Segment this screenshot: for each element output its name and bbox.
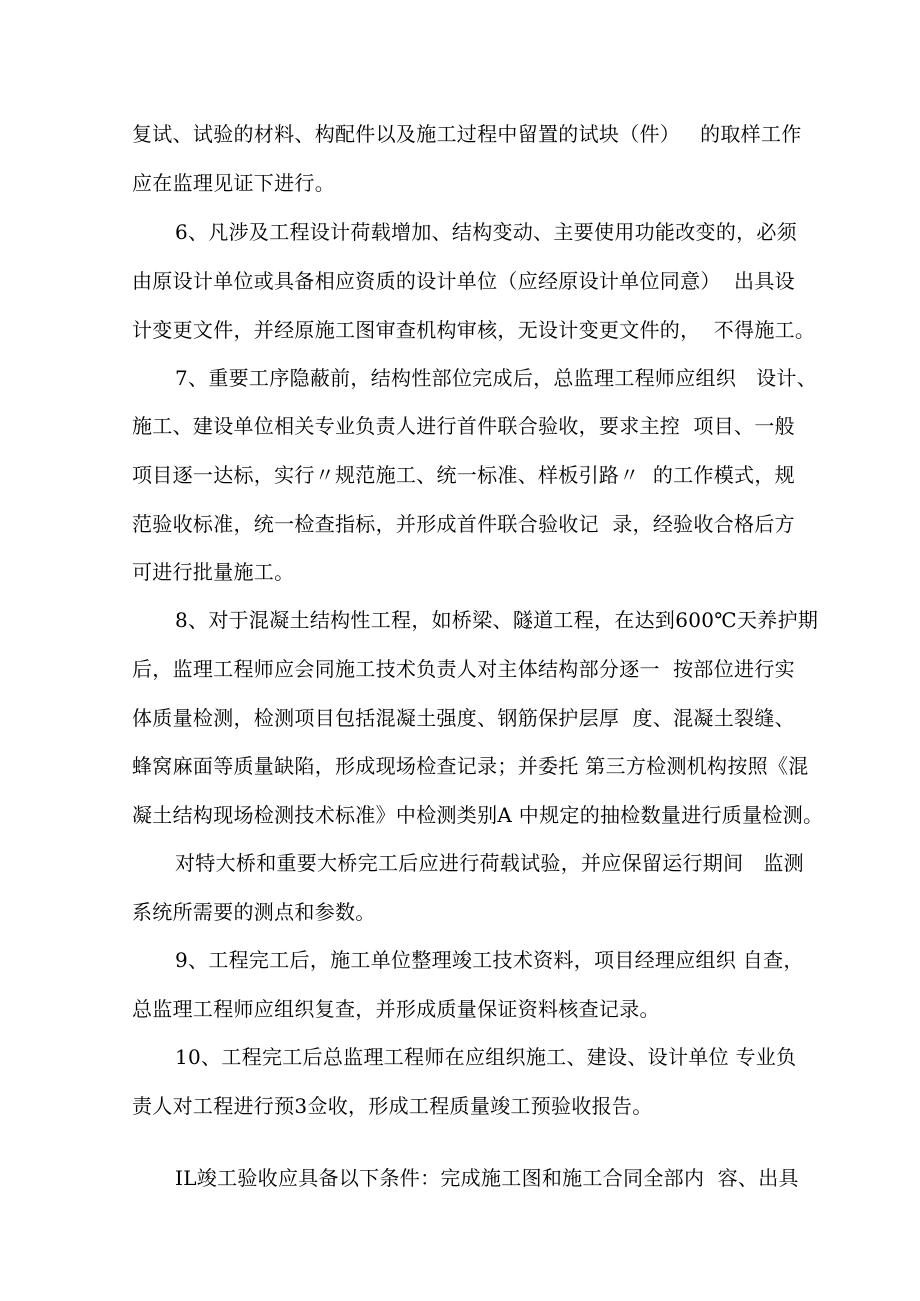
text-line-4: 由原设计单位或具备相应资质的设计单位（应经原设计单位同意） 出具设: [132, 269, 795, 293]
text-line-15: 凝土结构现场检测技术标准》中检测类别A 中规定的抽检数量进行质量检测。: [132, 803, 824, 827]
text-line-22: IL竣工验收应具备以下条件：完成施工图和施工合同全部内 容、出具: [175, 1166, 799, 1190]
text-line-17: 系统所需要的测点和参数。: [132, 900, 376, 924]
text-line-7: 施工、建设单位相关专业负责人进行首件联合验收，要求主控 项目、一般: [132, 414, 795, 438]
text-line-6: 7、重要工序隐蔽前，结构性部位完成后，总监理工程师应组织 设计、: [175, 366, 817, 390]
text-line-16: 对特大桥和重要大桥完工后应进行荷载试验，并应保留运行期间 监测: [175, 851, 804, 875]
text-line-5: 计变更文件，并经原施工图审查机构审核，无设计变更文件的， 不得施工。: [132, 318, 816, 342]
text-line-11: 8、对于混凝土结构性工程，如桥梁、隧道工程，在达到600℃天养护期: [175, 608, 819, 632]
text-line-21: 责人对工程进行预3佥收，形成工程质量竣工预验收报告。: [132, 1094, 653, 1118]
text-line-13: 体质量检测，检测项目包括混凝土强度、钢筋保护层厚 度、混凝土裂缝、: [132, 706, 795, 730]
text-line-14: 蜂窝麻面等质量缺陷，形成现场检查记录；并委托 第三方检测机构按照《混: [132, 754, 809, 778]
text-line-2: 应在监理见证下进行。: [132, 171, 335, 195]
text-line-1: 复试、试验的材料、构配件以及施工过程中留置的试块（件） 的取样工作: [132, 122, 802, 146]
text-line-10: 可进行批量施工。: [132, 560, 295, 584]
text-line-9: 范验收标准，统一检查指标，并形成首件联合验收记 录，经验收合格后方: [132, 512, 795, 536]
text-line-20: 10、工程完工后总监理工程师在应组织施工、建设、设计单位 专业负: [175, 1045, 797, 1069]
text-line-8: 项目逐一达标，实行〃规范施工、统一标准、样板引路〃 的工作模式，规: [132, 463, 795, 487]
text-line-18: 9、工程完工后，施工单位整理竣工技术资料，项目经理应组织 自查，: [175, 948, 804, 972]
text-line-19: 总监理工程师应组织复查，并形成质量保证资料核查记录。: [132, 997, 660, 1021]
text-line-3: 6、凡涉及工程设计荷载增加、结构变动、主要使用功能改变的，必须: [175, 220, 798, 244]
text-line-12: 后，监理工程师应会同施工技术负责人对主体结构部分逐一 按部位进行实: [132, 657, 795, 681]
